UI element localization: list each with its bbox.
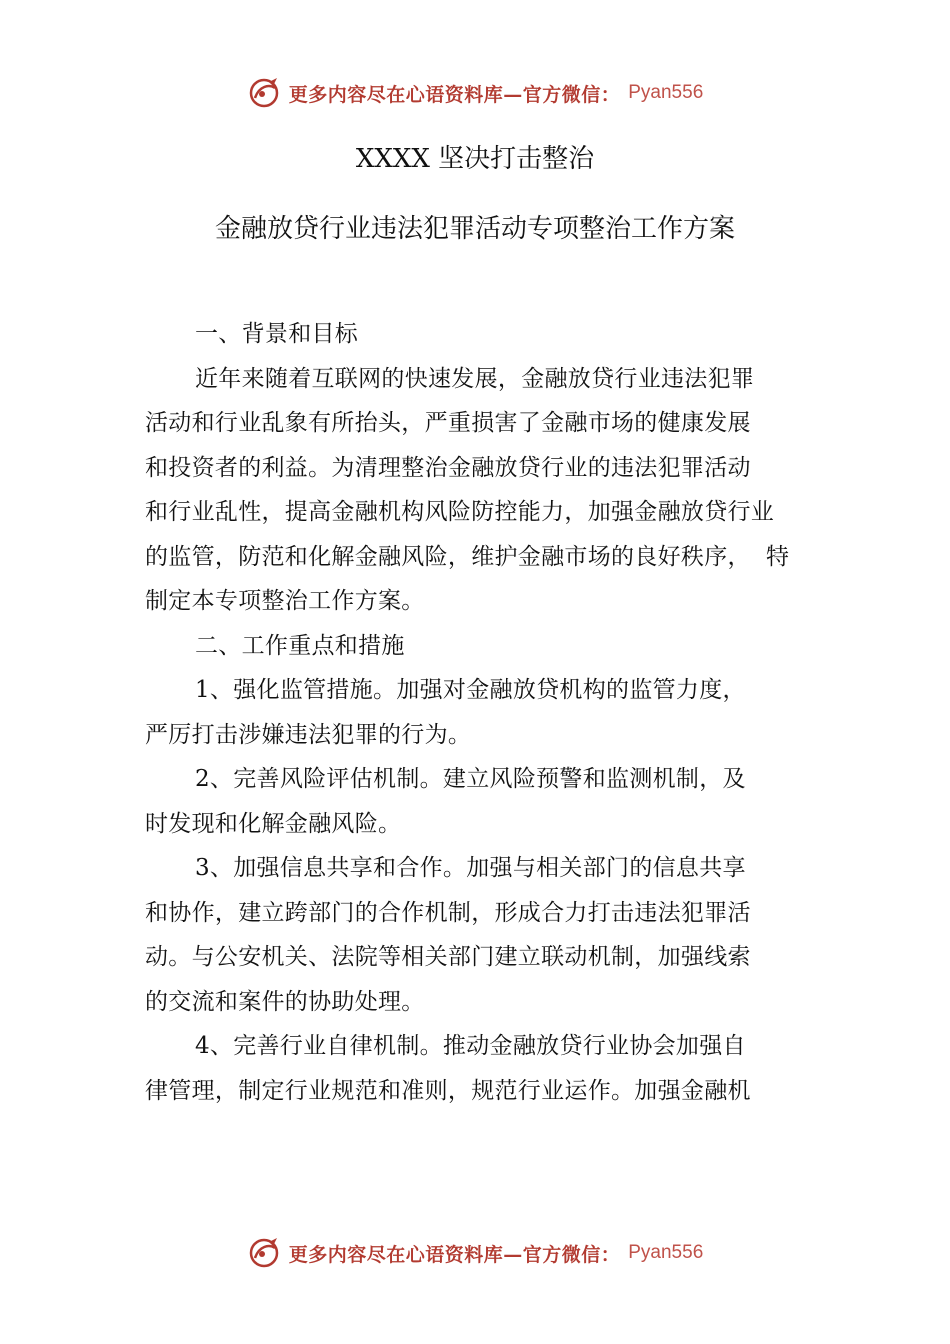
document-subtitle: 金融放贷行业违法犯罪活动专项整治工作方案 [214, 214, 735, 244]
section-heading: 二、工作重点和措施 [195, 632, 405, 659]
logo-icon [247, 76, 281, 110]
watermark-text: 更多内容尽在心语资料库—官方微信： [288, 1243, 621, 1266]
watermark-text: 更多内容尽在心语资料库—官方微信： [288, 83, 621, 106]
paragraph-line: 律管理，制定行业规范和准则，规范行业运作。加强金融机 [145, 1077, 751, 1104]
paragraph-line: 活动和行业乱象有所抬头，严重损害了金融市场的健康发展 [145, 410, 751, 436]
header-watermark [0, 76, 950, 110]
paragraph-line: 严厉打击涉嫌违法犯罪的行为。 [145, 721, 472, 748]
paragraph-line: 和投资者的利益。为清理整治金融放贷行业的违法犯罪活动 [145, 454, 751, 481]
document-body [145, 312, 825, 1113]
paragraph-line: 制定本专项整治工作方案。 [145, 588, 425, 614]
paragraph-line: 近年来随着互联网的快速发展，金融放贷行业违法犯罪 [195, 365, 755, 392]
paragraph-line: 时发现和化解金融风险。 [145, 810, 402, 837]
paragraph-line: 2、完善风险评估机制。建立风险预警和监测机制，及 [195, 766, 746, 792]
footer-watermark [0, 1236, 950, 1270]
document-title: XXXX 坚决打击整治 [355, 144, 595, 174]
paragraph-line: 和行业乱性，提高金融机构风险防控能力，加强金融放贷行业 [145, 499, 775, 525]
paragraph-line: 4、完善行业自律机制。推动金融放贷行业协会加强自 [195, 1033, 746, 1059]
section-heading: 一、背景和目标 [195, 321, 359, 347]
paragraph-line: 的交流和案件的协助处理。 [145, 988, 425, 1015]
paragraph-line: 1、强化监管措施。加强对金融放贷机构的监管力度， [195, 677, 746, 703]
watermark-handle: Pyan556 [628, 1242, 704, 1263]
paragraph-line: 和协作，建立跨部门的合作机制，形成合力打击违法犯罪活 [145, 899, 751, 926]
watermark-handle: Pyan556 [628, 82, 704, 103]
paragraph-line: 动。与公安机关、法院等相关部门建立联动机制，加强线索 [145, 944, 751, 970]
paragraph-line: 的监管，防范和化解金融风险，维护金融市场的良好秩序， 特 [145, 543, 790, 570]
logo-icon [247, 1236, 281, 1270]
paragraph-line: 3、加强信息共享和合作。加强与相关部门的信息共享 [195, 855, 746, 881]
